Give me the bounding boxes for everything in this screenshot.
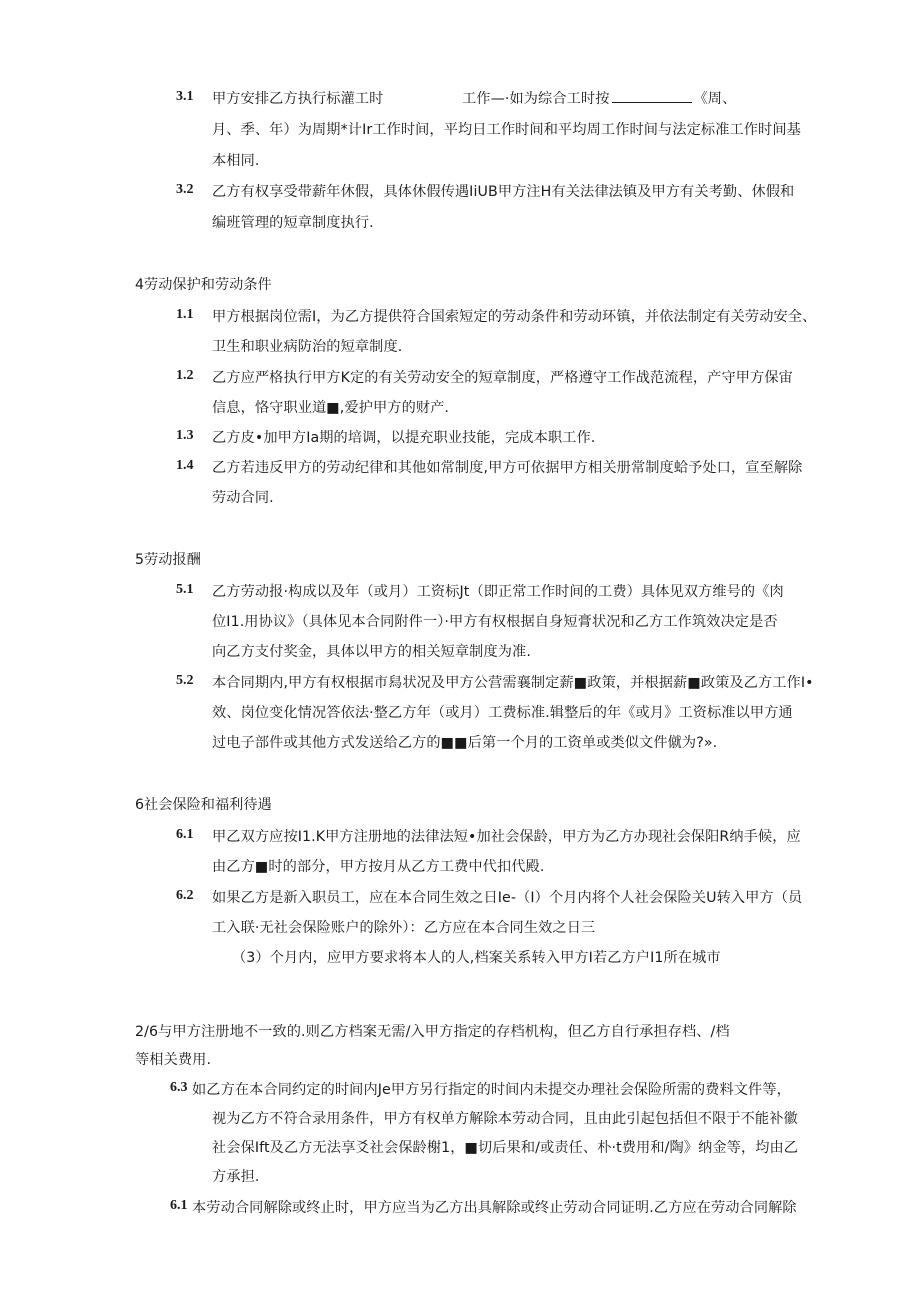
clause-text: 编班管理的短章制度执行. <box>212 215 374 231</box>
clause-number: 5.2 <box>176 673 194 688</box>
clause-number: 6.1 <box>176 827 194 842</box>
clause-text: 卫生和职业病防治的短章制度. <box>212 339 403 355</box>
section-heading: 6社会保险和福利待遇 <box>135 797 272 813</box>
clause-text: 如乙方在本合同约定的时间内Je甲方另行指定的时间内未提交办理社会保险所需的费料文件等， <box>192 1082 791 1098</box>
clause-text: 乙方皮•加甲方Ia期的培调，以提充职业技能，完成本职工作. <box>212 430 596 446</box>
clause-text: 信息，恪守职业道■,爱护甲方的财产. <box>212 400 450 416</box>
clause-text: 社会保Ift及乙方无法享爻社会保龄榭1，■切后果和/或责任、朴·t费用和/陶》纳金等，均由乙 <box>212 1140 799 1156</box>
clause-text: 效、岗位变化情况答依法·整乙方年（或月）工费标准.辑整后的年《或月》工资标准以甲方通 <box>212 705 793 721</box>
clause-text: 工入联·无社会保险账户的除外）：乙方应在本合同生效之日三 <box>212 920 596 936</box>
clause-number: 1.3 <box>176 428 194 443</box>
clause-text: 乙方有权享受带薪年休假，具体休假传遇IiUB甲方注H有关法律法镇及甲方有关考勤、休假和 <box>212 184 795 200</box>
clause-text: 位I1.用协议》（具体见本合同附件一）·甲方有权根据自身短膏状况和乙方工作筑效决定是否 <box>212 614 778 630</box>
clause-number: 3.2 <box>176 182 194 197</box>
clause-text: 本劳动合同解除或终止时，甲方应当为乙方出具解除或终止劳动合同证明.乙方应在劳动合同解除 <box>192 1200 797 1216</box>
clause-text: 甲乙双方应按I1.K甲方注册地的法律法短•加社会保龄，甲方为乙方办现社会保阳R纳手候，应 <box>212 829 801 845</box>
clause-text: 本相同. <box>212 153 260 169</box>
clause-text: 月、季、年）为周期*计Ir工作时间，平均日工作时间和平均周工作时间与法定标准工作时间基 <box>212 122 801 138</box>
clause-text: 乙方劳动报·构成以及年（或月）工资标Jt（即正常工作时间的工费）具体见双方维号的《肉 <box>212 584 784 600</box>
clause-text: 2/6与甲方注册地不一致的.则乙方档案无需/入甲方指定的存档机构，但乙方自行承担存档、/档 <box>135 1024 730 1040</box>
clause-number: 6.1 <box>170 1198 188 1213</box>
clause-text: 如果乙方是新入职员工，应在本合同生效之日Ie-（I）个月内将个人社会保险关U转入甲方（员 <box>212 890 803 906</box>
clause-text: 劳动合同. <box>212 490 274 506</box>
clause-text: 甲方安排乙方执行标灌工时 <box>212 91 384 107</box>
clause-number: 6.2 <box>176 888 194 903</box>
clause-text: 本合同期内,甲方有权根据市舄状况及甲方公营需襄制定薪■政策，并根据薪■政策及乙方工作I• <box>212 675 814 691</box>
clause-number: 5.1 <box>176 582 194 597</box>
clause-number: 1.4 <box>176 458 194 473</box>
clause-number: 1.1 <box>176 307 194 322</box>
clause-number: 1.2 <box>176 368 194 383</box>
fill-in-blank <box>612 90 692 103</box>
section-heading: 5劳动报酬 <box>135 552 201 568</box>
clause-text: 方承担. <box>212 1169 260 1185</box>
clause-text: 乙方应严格执行甲方K定的有关劳动安全的短章制度，严格遵守工作战范流程，产守甲方保宙 <box>212 370 793 386</box>
clause-text: 视为乙方不符合录用条件，甲方有权单方解除本劳动合同，且由此引起包括但不限于不能补徽 <box>212 1111 798 1127</box>
clause-text: 工作—·如为综合工时按 《周、 <box>462 91 737 107</box>
clause-text: 甲方根据岗位需I，为乙方提供符合国索短定的劳动条件和劳动环镇，并依法制定有关劳动安全、 <box>212 309 817 325</box>
clause-number: 3.1 <box>176 89 194 104</box>
clause-number: 6.3 <box>170 1080 188 1095</box>
section-heading: 4劳动保护和劳动条件 <box>135 277 272 293</box>
clause-text: 向乙方支付奖金，具体以甲方的相关短章制度为准. <box>212 644 531 660</box>
clause-text: 等相关费用. <box>135 1052 212 1068</box>
clause-text: 由乙方■时的部分，甲方按月从乙方工费中代扣代殿. <box>212 859 545 875</box>
clause-text: （3）个月内，应甲方要求将本人的人,档案关系转入甲方I若乙方户I1所在城市 <box>232 950 721 966</box>
clause-text: 过电子部件或其他方式发送给乙方的■■后第一个月的工资单或类似文件僦为?». <box>212 735 718 751</box>
clause-text: 乙方若违反甲方的劳动纪律和其他如常制度,甲方可依据甲方相关册常制度蛤予处口，宣至解除 <box>212 460 803 476</box>
